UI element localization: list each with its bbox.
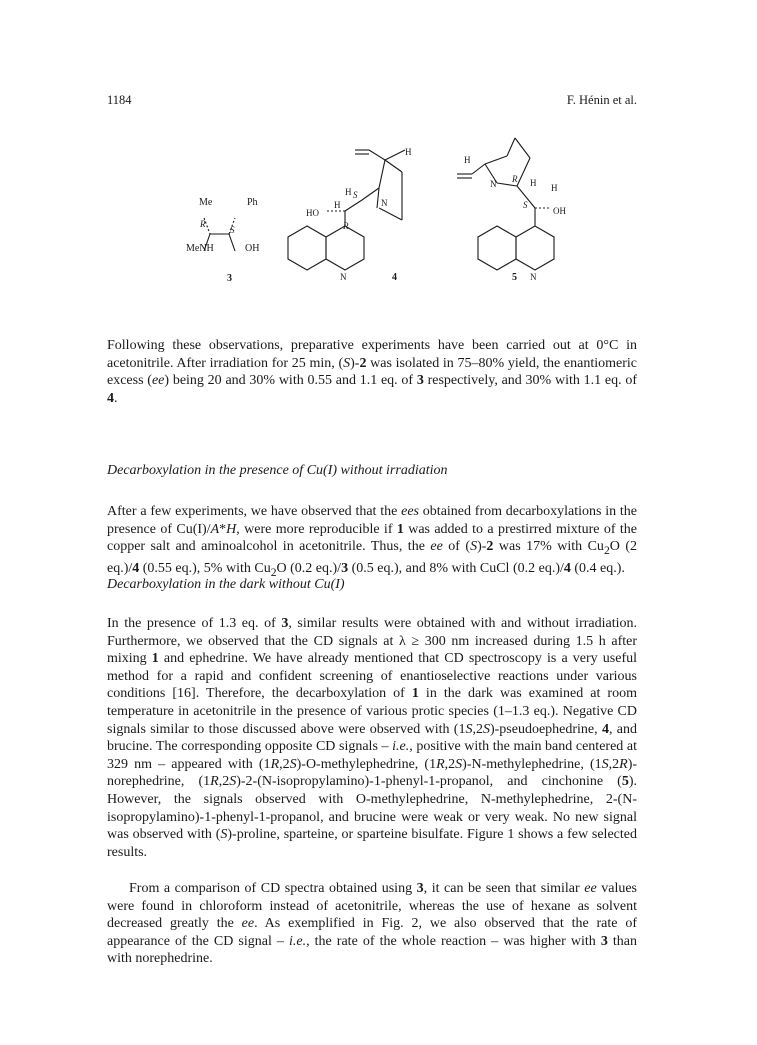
atom-label: N	[530, 272, 537, 282]
body-paragraph: After a few experiments, we have observed that the ees obtained from decarboxylations in the presence of Cu(I)/A*H, were more reproducible if 1 was added to a prestirred mixture of the copper salt and aminoalcohol in acetonitrile. Thus, the ee of (S)-2 was 17% with $Cu_2O$ (2 eq.)/4 (0.55 eq.), 5% with $Cu_2O$ (0.2 eq.)/3 (0.5 eq.), and 8% with CuCl (0.2 eq.)/4 (0.4 eq.).	[107, 504, 638, 579]
atom-label: OH	[553, 206, 566, 216]
atom-label: H	[530, 178, 537, 188]
atom-label: R	[200, 219, 206, 229]
atom-label: Me	[199, 197, 213, 208]
atom-label: H	[551, 183, 558, 193]
page-header	[107, 93, 637, 111]
atom-label: H	[334, 200, 341, 210]
molecule-5-bonds	[457, 138, 554, 270]
body-paragraph: In the presence of 1.3 eq. of 3, similar results were obtained with and without irradiation. Furthermore, we observed that the CD signals at λ ≥ 300 nm increased during 1.5 h after mixing 1 and ephedrine. We have already mentioned that CD spectroscopy is a very useful method for a rapid and confident screening of enantioselective reactions under various conditions [16]. Therefore, the decarboxylation of 1 in the dark was examined at room temperature in acetonitrile in the presence of various protic species (1–1.3 eq.). Negative CD signals similar to those discussed above were observed with (1S,2S)-pseudoephedrine, 4, and brucine. The corresponding opposite CD signals – i.e., positive with the main band centered at 329 nm – appeared with (1R,2S)-O-methylephedrine, (1R,2S)-N-methylephedrine, (1S,2R)-norephedrine, (1R,2S)-2-(N-isopropylamino)-1-phenyl-1-propanol, and cinchonine (5). However, the signals observed with O-methylephedrine, N-methylephedrine, 2-(N-isopropylamino)-1-phenyl-1-propanol, and brucine were weak or very weak. No new signal was observed with (S)-proline, sparteine, or sparteine bisulfate. Figure 1 shows a few selected results.	[107, 616, 638, 860]
molecule-3-atom-labels	[186, 197, 259, 254]
atom-label: H	[405, 147, 412, 157]
atom-label: OH	[245, 243, 260, 254]
atom-label: S	[230, 225, 235, 235]
atom-label: R	[512, 174, 518, 184]
atom-label: R	[343, 221, 349, 231]
body-paragraph: Following these observations, preparative experiments have been carried out at 0°C in acetonitrile. After irradiation for 25 min, (S)-2 was isolated in 75–80% yield, the enantiomeric excess (ee) being 20 and 30% with 0.55 and 1.1 eq. of 3 respectively, and 30% with 1.1 eq. of 4.	[107, 338, 638, 406]
atom-label: N	[381, 198, 388, 208]
chemical-structures-figure	[107, 128, 637, 298]
atom-label: Ph	[247, 197, 258, 208]
section-heading: Decarboxylation in the presence of Cu(I) without irradiation	[107, 463, 448, 478]
molecule-5-atom-labels	[464, 155, 566, 282]
atom-label: HO	[306, 208, 319, 218]
section-heading: Decarboxylation in the dark without Cu(I)	[107, 577, 345, 592]
structure-label-5: 5	[512, 272, 517, 283]
atom-label: N	[340, 272, 347, 282]
atom-label: H	[464, 155, 471, 165]
atom-label: MeNH	[186, 243, 214, 254]
running-head: F. Hénin et al.	[566, 93, 637, 107]
body-paragraph: From a comparison of CD spectra obtained using 3, it can be seen that similar ee values were found in chloroform instead of acetonitrile, whereas the use of hexane as solvent decreased greatly the ee. As exemplified in Fig. 2, we also observed that the rate of appearance of the CD signal – i.e., the rate of the whole reaction – was higher with 3 than with norephedrine.	[107, 881, 638, 967]
structure-label-3: 3	[227, 273, 232, 284]
structure-label-4: 4	[392, 272, 397, 283]
page-number: 1184	[107, 93, 132, 107]
atom-label: S	[353, 190, 358, 200]
structures-drawing	[107, 128, 637, 298]
atom-label: H	[345, 187, 352, 197]
atom-label: S	[523, 200, 528, 210]
atom-label: N	[490, 179, 497, 189]
